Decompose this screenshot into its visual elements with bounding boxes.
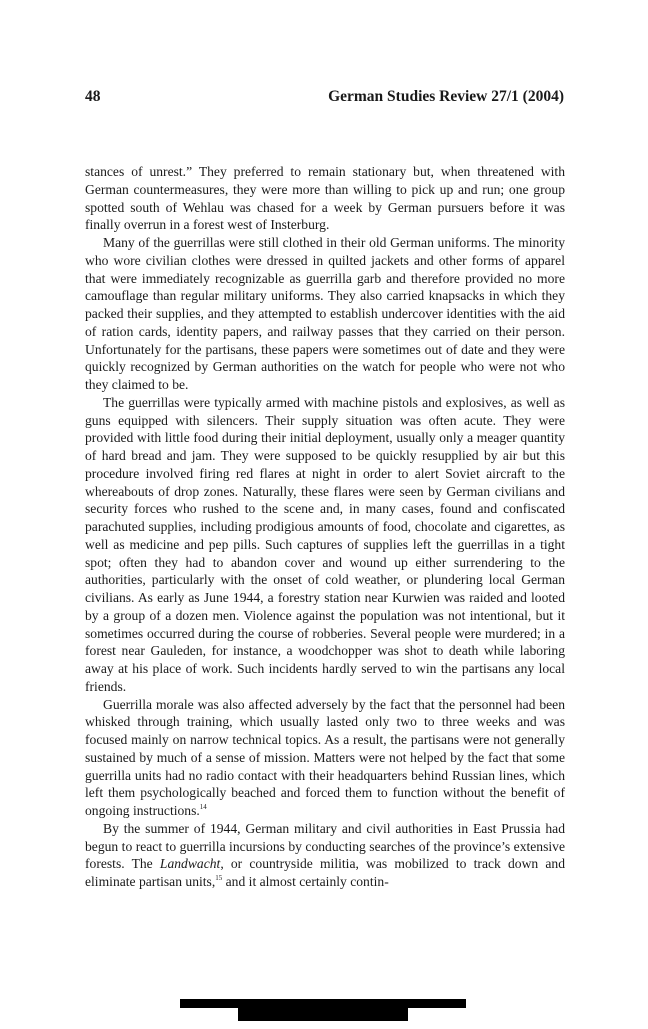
scan-bar-bottom	[238, 1008, 408, 1021]
paragraph-text: , or countryside militia, was mobilized to track down and eliminate partisan units,	[85, 856, 566, 889]
paragraph-text: and it almost certainly contin-	[222, 874, 389, 889]
footnote-marker: 15	[215, 874, 223, 882]
paragraph	[85, 696, 565, 820]
paragraph-text: Guerrilla morale was also affected adversely by the fact that the personnel had been whisked through training, which usually lasted only two to three weeks and was focused mainly on narrow technical topics. As a result, the partisans were not generally sustained by much of a sense of mission. Matters were not helped by the fact that some guerrilla units had no radio contact with their headquarters behind Russian lines, which left them psychologically beached and forced them to function without the benefit of ongoing instructions.	[85, 696, 565, 818]
paragraph	[85, 820, 565, 891]
footnote-marker: 14	[199, 803, 207, 811]
page-number: 48	[85, 88, 101, 105]
italic-term: Landwacht	[159, 856, 221, 872]
running-header	[85, 88, 564, 106]
body-text	[85, 163, 565, 891]
running-title: German Studies Review 27/1 (2004)	[328, 88, 564, 105]
paragraph: stances of unrest.” They preferred to remain stationary but, when threatened with German countermeasures, they were more than willing to pick up and run; one group spotted south of Wehlau was chased for a week by German pursuers before it was finally overrun in a forest west of Insterburg.	[85, 164, 565, 233]
scan-bar-top	[180, 999, 466, 1008]
paragraph: Many of the guerrillas were still clothed in their old German uniforms. The minority who wore civilian clothes were dressed in quilted jackets and other forms of apparel that were immediately recognizable as guerrilla garb and therefore provided no more camouflage than regular military uniforms. They also carried knapsacks in which they packed their supplies, and they attempted to establish undercover identities with the aid of ration cards, identity papers, and railway passes that they carried on their person. Unfortunately for the partisans, these papers were sometimes out of date and they were quickly recognized by German authorities on the watch for people who were not who they claimed to be.	[85, 235, 565, 392]
paragraph-text: By the summer of 1944, German military and civil authorities in East Prussia had begun to react to guerrilla incursions by conducting searches of the province’s extensive forests. The	[85, 820, 565, 872]
paragraph: The guerrillas were typically armed with machine pistols and explosives, as well as guns equipped with silencers. Their supply situation was often acute. They were provided with little food during their initial deployment, usually only a meager quantity of hard bread and jam. They were supposed to be quickly resupplied by air but this procedure involved firing red flares at night in order to alert Soviet aircraft to the whereabouts of drop zones. Naturally, these flares were seen by German civilians and security forces who rushed to the scene and, in many cases, found and confiscated parachuted supplies, including prodigious amounts of food, chocolate and cigarettes, as well as medicine and pep pills. Such captures of supplies left the guerrillas in a tight spot; often they had to abandon cover and wound up either surrendering to the authorities, particularly with the onset of cold weather, or plundering local German civilians. As early as June 1944, a forestry station near Kurwien was raided and looted by a group of a dozen men. Violence against the population was not intentional, but it sometimes occurred during the course of robberies. Several people were murdered; in a forest near Gauleden, for instance, a woodchopper was shot to death while laboring away at his place of work. Such incidents hardly served to win the partisans any local friends.	[85, 394, 565, 694]
